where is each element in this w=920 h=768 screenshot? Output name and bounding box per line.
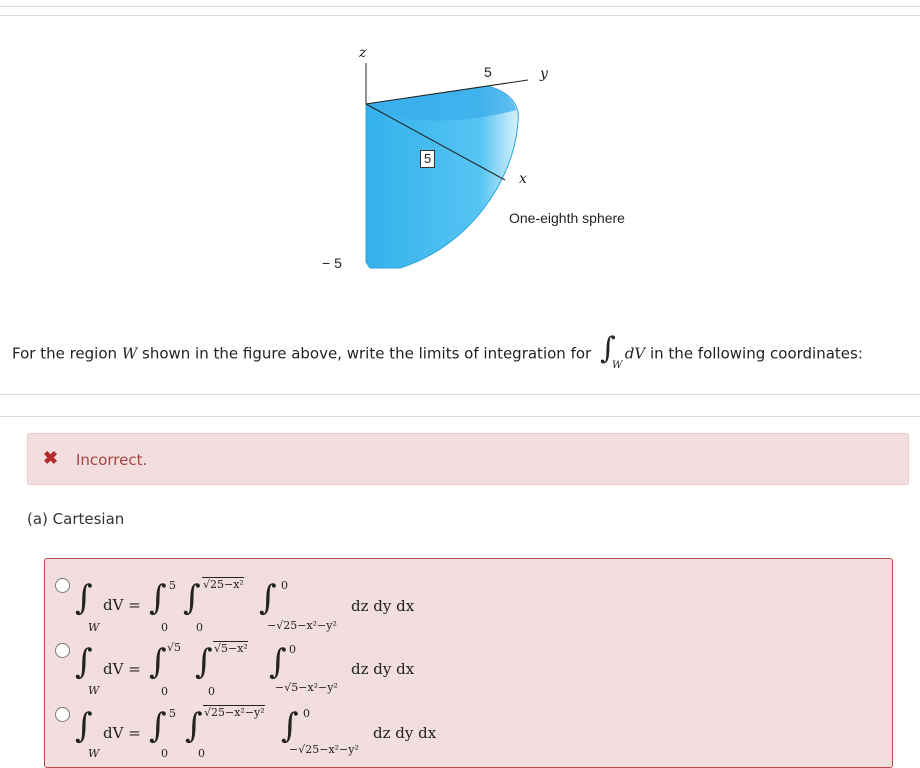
inner-integral: ∫	[281, 706, 299, 746]
choice-2-lhs: dV =	[103, 660, 141, 678]
outer-upper-limit: 5	[169, 707, 176, 720]
outer-lower-limit: 0	[161, 621, 168, 634]
region-symbol: W	[121, 344, 138, 363]
inner-upper-limit: 0	[281, 579, 288, 592]
question-divider	[0, 394, 920, 395]
question-middle: shown in the figure above, write the limits of integration for	[142, 344, 592, 363]
choice-3-radio[interactable]	[55, 707, 70, 722]
integral-symbol: ∫ W	[599, 331, 623, 371]
inner-integral: ∫	[259, 578, 277, 618]
question-prefix: For the region	[12, 344, 118, 363]
integral-sign: ∫	[75, 642, 93, 682]
incorrect-alert	[27, 433, 909, 485]
feedback-text: Incorrect.	[76, 451, 148, 469]
middle-integral: ∫	[195, 642, 213, 682]
choice-3-lhs: dV =	[103, 724, 141, 742]
integral-sign: ∫	[75, 578, 93, 618]
outer-integral: ∫	[149, 642, 167, 682]
middle-integral: ∫	[185, 706, 203, 746]
y-axis-label: y	[540, 66, 548, 82]
section-divider	[0, 416, 920, 417]
integrand: dV	[624, 344, 646, 363]
inner-lower-limit: −√25−x²−y²	[289, 743, 359, 756]
inner-lower-limit: −√5−x²−y²	[275, 681, 338, 694]
outer-integral: ∫	[149, 706, 167, 746]
middle-upper-limit: √25−x²−y²	[204, 706, 265, 719]
inner-lower-limit: −√25−x²−y²	[267, 619, 337, 632]
middle-integral: ∫	[183, 578, 201, 618]
inner-integral: ∫	[269, 642, 287, 682]
question-suffix: in the following coordinates:	[649, 344, 863, 363]
region-subscript: W	[88, 684, 100, 697]
region-subscript: W	[88, 621, 100, 634]
outer-upper-limit: √5	[167, 641, 182, 654]
outer-upper-limit: 5	[169, 579, 176, 592]
choice-2-radio[interactable]	[55, 643, 70, 658]
integral-subscript: W	[611, 360, 623, 371]
choice-3-differential: dz dy dx	[373, 724, 437, 742]
choice-1-lhs: dV =	[103, 596, 141, 614]
inner-upper-limit: 0	[289, 643, 296, 656]
integral-sign: ∫	[75, 706, 93, 746]
choice-2-differential: dz dy dx	[351, 660, 415, 678]
choice-1-differential: dz dy dx	[351, 597, 415, 615]
figure-caption: One-eighth sphere	[509, 210, 625, 226]
z-axis-label: z	[359, 45, 367, 61]
choice-1-radio[interactable]	[55, 578, 70, 593]
z-tick-label: − 5	[322, 255, 342, 271]
part-a-label: (a) Cartesian	[27, 510, 125, 528]
outer-integral: ∫	[149, 578, 167, 618]
middle-lower-limit: 0	[196, 621, 203, 634]
middle-lower-limit: 0	[208, 685, 215, 698]
question-text	[12, 331, 863, 371]
close-icon: ✖	[43, 448, 59, 468]
middle-lower-limit: 0	[198, 747, 205, 760]
region-subscript: W	[88, 747, 100, 760]
choice-list	[44, 558, 893, 768]
y-tick-label: 5	[484, 64, 492, 80]
one-eighth-sphere-figure	[0, 0, 920, 320]
outer-lower-limit: 0	[161, 747, 168, 760]
x-tick-label: 5	[420, 150, 435, 168]
inner-upper-limit: 0	[303, 707, 310, 720]
x-axis-label: x	[519, 171, 527, 187]
outer-lower-limit: 0	[161, 685, 168, 698]
middle-upper-limit: √5−x²	[214, 642, 248, 655]
middle-upper-limit: √25−x²	[203, 578, 244, 591]
